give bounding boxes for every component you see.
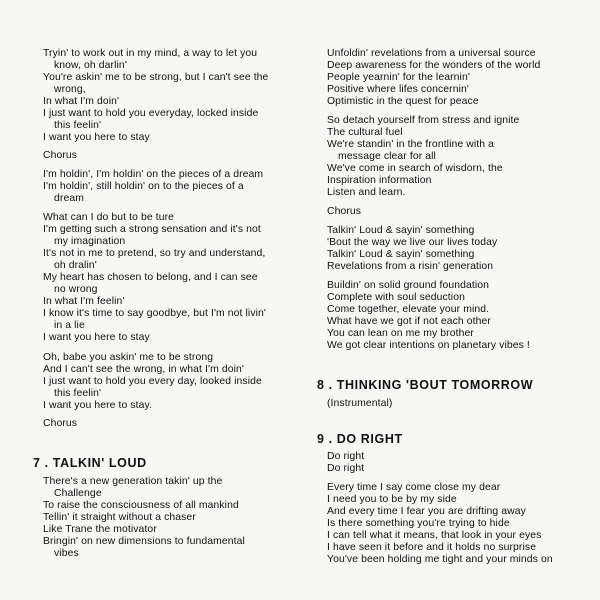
chorus-label: Chorus [43,418,78,429]
lyric-line: It's not in me to pretend, so try and understand, [43,248,266,259]
lyric-line: this feelin' [54,388,102,399]
lyric-line: Talkin' Loud & sayin' something [327,225,475,236]
lyric-line: You've been holding me tight and your minds on [327,554,553,565]
lyric-line: Positive where lifes concernin' [327,84,469,95]
lyric-line: I need you to be by my side [327,494,457,505]
lyric-line: In what I'm feelin' [43,296,125,307]
lyric-line: Optimistic in the quest for peace [327,96,479,107]
lyric-line: I know it's time to say goodbye, but I'm not livin' [43,308,267,319]
lyric-line: this feelin' [54,120,102,131]
lyric-line: Oh, babe you askin' me to be strong [43,352,214,363]
lyric-line: Every time I say come close my dear [327,482,501,493]
lyric-line: We've come in search of wisdorn, the [327,163,503,174]
lyric-line: dream [54,193,84,204]
lyric-line: Revelations from a risin' generation [327,261,494,272]
lyric-line: I just want to hold you every day, looked inside [43,376,262,387]
lyric-line: Tryin' to work out in my mind, a way to let you [43,48,258,59]
lyric-line: Complete with soul seduction [327,292,465,303]
lyric-line: I'm holdin', still holdin' on to the pieces of a [43,181,244,192]
lyric-line: Talkin' Loud & sayin' something [327,249,475,260]
lyric-line: There's a new generation takin' up the [43,476,223,487]
lyric-line: Listen and learn. [327,187,406,198]
lyric-line: Deep awareness for the wonders of the world [327,60,541,71]
lyric-line: I want you here to stay [43,132,150,143]
lyric-line: What have we got if not each other [327,316,491,327]
song-title-8: 8 . THINKING 'BOUT TOMORROW [317,378,534,392]
lyric-line: I can tell what it means, that look in your eyes [327,530,542,541]
lyric-line: Challenge [54,488,102,499]
lyric-line: Is there something you're trying to hide [327,518,510,529]
lyric-line: Do right [327,451,365,462]
lyric-line: In what I'm doin' [43,96,120,107]
lyric-line: 'Bout the way we live our lives today [327,237,498,248]
lyric-line: wrong, [54,84,86,95]
lyric-line: vibes [54,548,79,559]
lyric-line: I'm holdin', I'm holdin' on the pieces of a dream [43,169,264,180]
lyric-line: People yearnin' for the learnin' [327,72,470,83]
song-title-7: 7 . TALKIN' LOUD [33,456,147,470]
lyric-line: We're standin' in the frontline with a [327,139,494,150]
lyric-line: I have seen it before and it holds no surprise [327,542,537,553]
lyric-line: Tellin' it straight without a chaser [43,512,196,523]
lyric-line: no wrong [54,284,98,295]
lyric-line: Bringin' on new dimensions to fundamental [43,536,245,547]
lyric-line: Unfoldin' revelations from a universal source [327,48,536,59]
lyric-line: know, oh darlin' [54,60,127,71]
lyric-line: Do right [327,463,365,474]
lyric-line: in a lie [54,320,85,331]
lyric-line: You're askin' me to be strong, but I can't see the [43,72,269,83]
instrumental-note: (Instrumental) [327,398,393,409]
chorus-label: Chorus [43,150,78,161]
lyric-line: So detach yourself from stress and ignite [327,115,520,126]
lyric-line: What can I do but to be ture [43,212,175,223]
lyric-line: Inspiration information [327,175,432,186]
lyric-line: my imagination [54,236,126,247]
lyric-line: I'm getting such a strong sensation and it's not [43,224,261,235]
song-title-9: 9 . DO RIGHT [317,432,403,446]
chorus-label: Chorus [327,206,362,217]
lyric-line: The cultural fuel [327,127,403,138]
lyric-line: And I can't see the wrong, in what I'm doin' [43,364,244,375]
lyric-line: You can lean on me my brother [327,328,474,339]
lyric-line: We got clear intentions on planetary vibes ! [327,340,530,351]
lyric-line: Like Trane the motivator [43,524,157,535]
lyric-line: Buildin' on solid ground foundation [327,280,490,291]
lyric-line: oh dralin' [54,260,97,271]
lyric-line: To raise the consciousness of all mankind [43,500,239,511]
lyric-line: I want you here to stay [43,332,150,343]
lyric-line: I just want to hold you everyday, locked inside [43,108,259,119]
lyric-line: I want you here to stay. [43,400,153,411]
lyric-line: message clear for all [338,151,436,162]
lyric-line: My heart has chosen to belong, and I can see [43,272,258,283]
lyric-line: Come together, elevate your mind. [327,304,490,315]
lyric-line: And every time I fear you are drifting away [327,506,526,517]
